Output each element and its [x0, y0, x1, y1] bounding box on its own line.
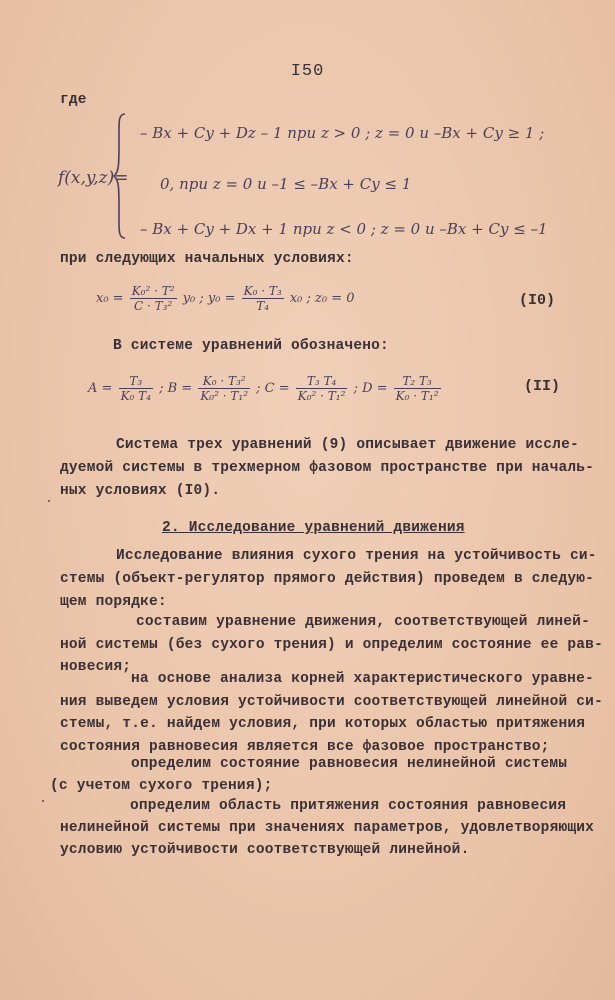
equation-11-number: (II) — [524, 378, 561, 395]
eq10-x0-lhs: x₀ = — [96, 291, 124, 306]
paragraph-1-line-3: ных условиях (I0). — [60, 483, 221, 499]
eq10-z0: z₀ = 0 — [315, 291, 355, 306]
eq11-c-numerator: T₃ T₄ — [296, 374, 348, 389]
function-lhs: f(x,y,z)= — [58, 168, 129, 188]
eq11-b-lhs: ; B = — [159, 381, 193, 396]
case-1: – Bx + Cy + Dz – 1 при z > 0 ; z = 0 и –Bx + Cy ≥ 1 ; — [140, 124, 545, 142]
intro-word: где — [60, 92, 87, 108]
scan-speck — [42, 800, 44, 802]
eq11-a-lhs: A = — [88, 381, 113, 396]
paragraph-2-line-2: стемы (объект-регулятор прямого действия) проведем в следую- — [60, 571, 595, 587]
eq10-y0-lhs: y₀ = — [207, 291, 236, 306]
list-item-4-line-2: нелинейной системы при значениях параметров, удовлетворяющих — [60, 820, 595, 836]
case-3: – Bx + Cy + Dx + 1 при z < 0 ; z = 0 и –Bx + Cy ≤ –1 — [140, 220, 548, 238]
eq11-b-denominator: K₀² · T₁² — [200, 389, 248, 403]
curly-brace-icon — [113, 112, 127, 240]
equation-10 — [96, 284, 355, 313]
paragraph-2-line-3: щем порядке: — [60, 594, 167, 610]
scan-speck — [48, 500, 50, 502]
page-number: I50 — [290, 62, 325, 81]
eq11-d-fraction — [394, 374, 441, 403]
eq11-d-numerator: T₂ T₃ — [394, 374, 441, 389]
eq10-y0-tail: x₀ ; — [289, 291, 311, 306]
list-item-2-line-1: на основе анализа корней характеристического уравне- — [131, 671, 594, 687]
equation-11 — [88, 374, 443, 403]
eq11-c-lhs: ; C = — [256, 381, 290, 396]
eq11-c-fraction — [296, 374, 348, 403]
eq11-a-fraction — [119, 374, 153, 403]
eq10-x0-denominator: C · T₃² — [134, 299, 173, 313]
list-item-2-line-3: стемы, т.е. найдем условия, при которых областью притяжения — [60, 716, 586, 732]
eq10-y0-numerator: K₀ · T₃ — [243, 284, 282, 298]
eq11-a-denominator: K₀ T₄ — [120, 389, 151, 403]
paragraph-1-line-1: Система трех уравнений (9) описывает движение иссле- — [116, 437, 579, 453]
paragraph-2-line-1: Исследование влияния сухого трения на устойчивость си- — [116, 548, 597, 564]
list-item-2-line-4: состояния равновесия является все фазовое пространство; — [60, 739, 550, 755]
list-item-1-line-1: составим уравнение движения, соответствующей линей- — [136, 614, 590, 630]
list-item-1-line-2: ной системы (без сухого трения) и определим состояние ее рав- — [60, 637, 603, 653]
eq10-y0-denominator: T₄ — [256, 299, 270, 313]
list-item-4-line-3: условию устойчивости соответствующей линейной. — [60, 842, 470, 858]
list-item-2-line-2: ния выведем условия устойчивости соответствующей линейной си- — [60, 694, 603, 710]
eq11-d-denominator: K₀ · T₁² — [395, 389, 439, 403]
eq10-x0-tail: y₀ ; — [182, 291, 204, 306]
list-item-3-line-1: определим состояние равновесия нелинейной системы — [131, 756, 568, 772]
list-item-1-line-3: новесия; — [60, 659, 132, 675]
eq11-b-fraction — [198, 374, 250, 403]
eq10-x0-numerator: K₀² · T² — [131, 284, 175, 298]
eq11-b-numerator: K₀ · T₃² — [198, 374, 250, 389]
notation-line: В системе уравнений обозначено: — [113, 338, 389, 354]
section-heading: 2. Исследование уравнений движения — [162, 520, 465, 536]
eq10-x0-fraction — [130, 284, 177, 313]
equation-10-number: (I0) — [519, 292, 556, 309]
list-item-3-line-2: (с учетом сухого трения); — [50, 778, 273, 794]
eq11-d-lhs: ; D = — [353, 381, 388, 396]
initial-conditions-line: при следующих начальных условиях: — [60, 251, 354, 267]
eq11-c-denominator: K₀² · T₁² — [297, 389, 346, 403]
paragraph-1-line-2: дуемой системы в трехмерном фазовом пространстве при началь- — [60, 460, 595, 476]
eq10-y0-fraction — [242, 284, 284, 313]
case-2: 0, при z = 0 и –1 ≤ –Bx + Cy ≤ 1 — [160, 175, 412, 193]
list-item-4-line-1: определим область притяжения состояния равновесия — [130, 798, 567, 814]
eq11-a-numerator: T₃ — [119, 374, 153, 389]
